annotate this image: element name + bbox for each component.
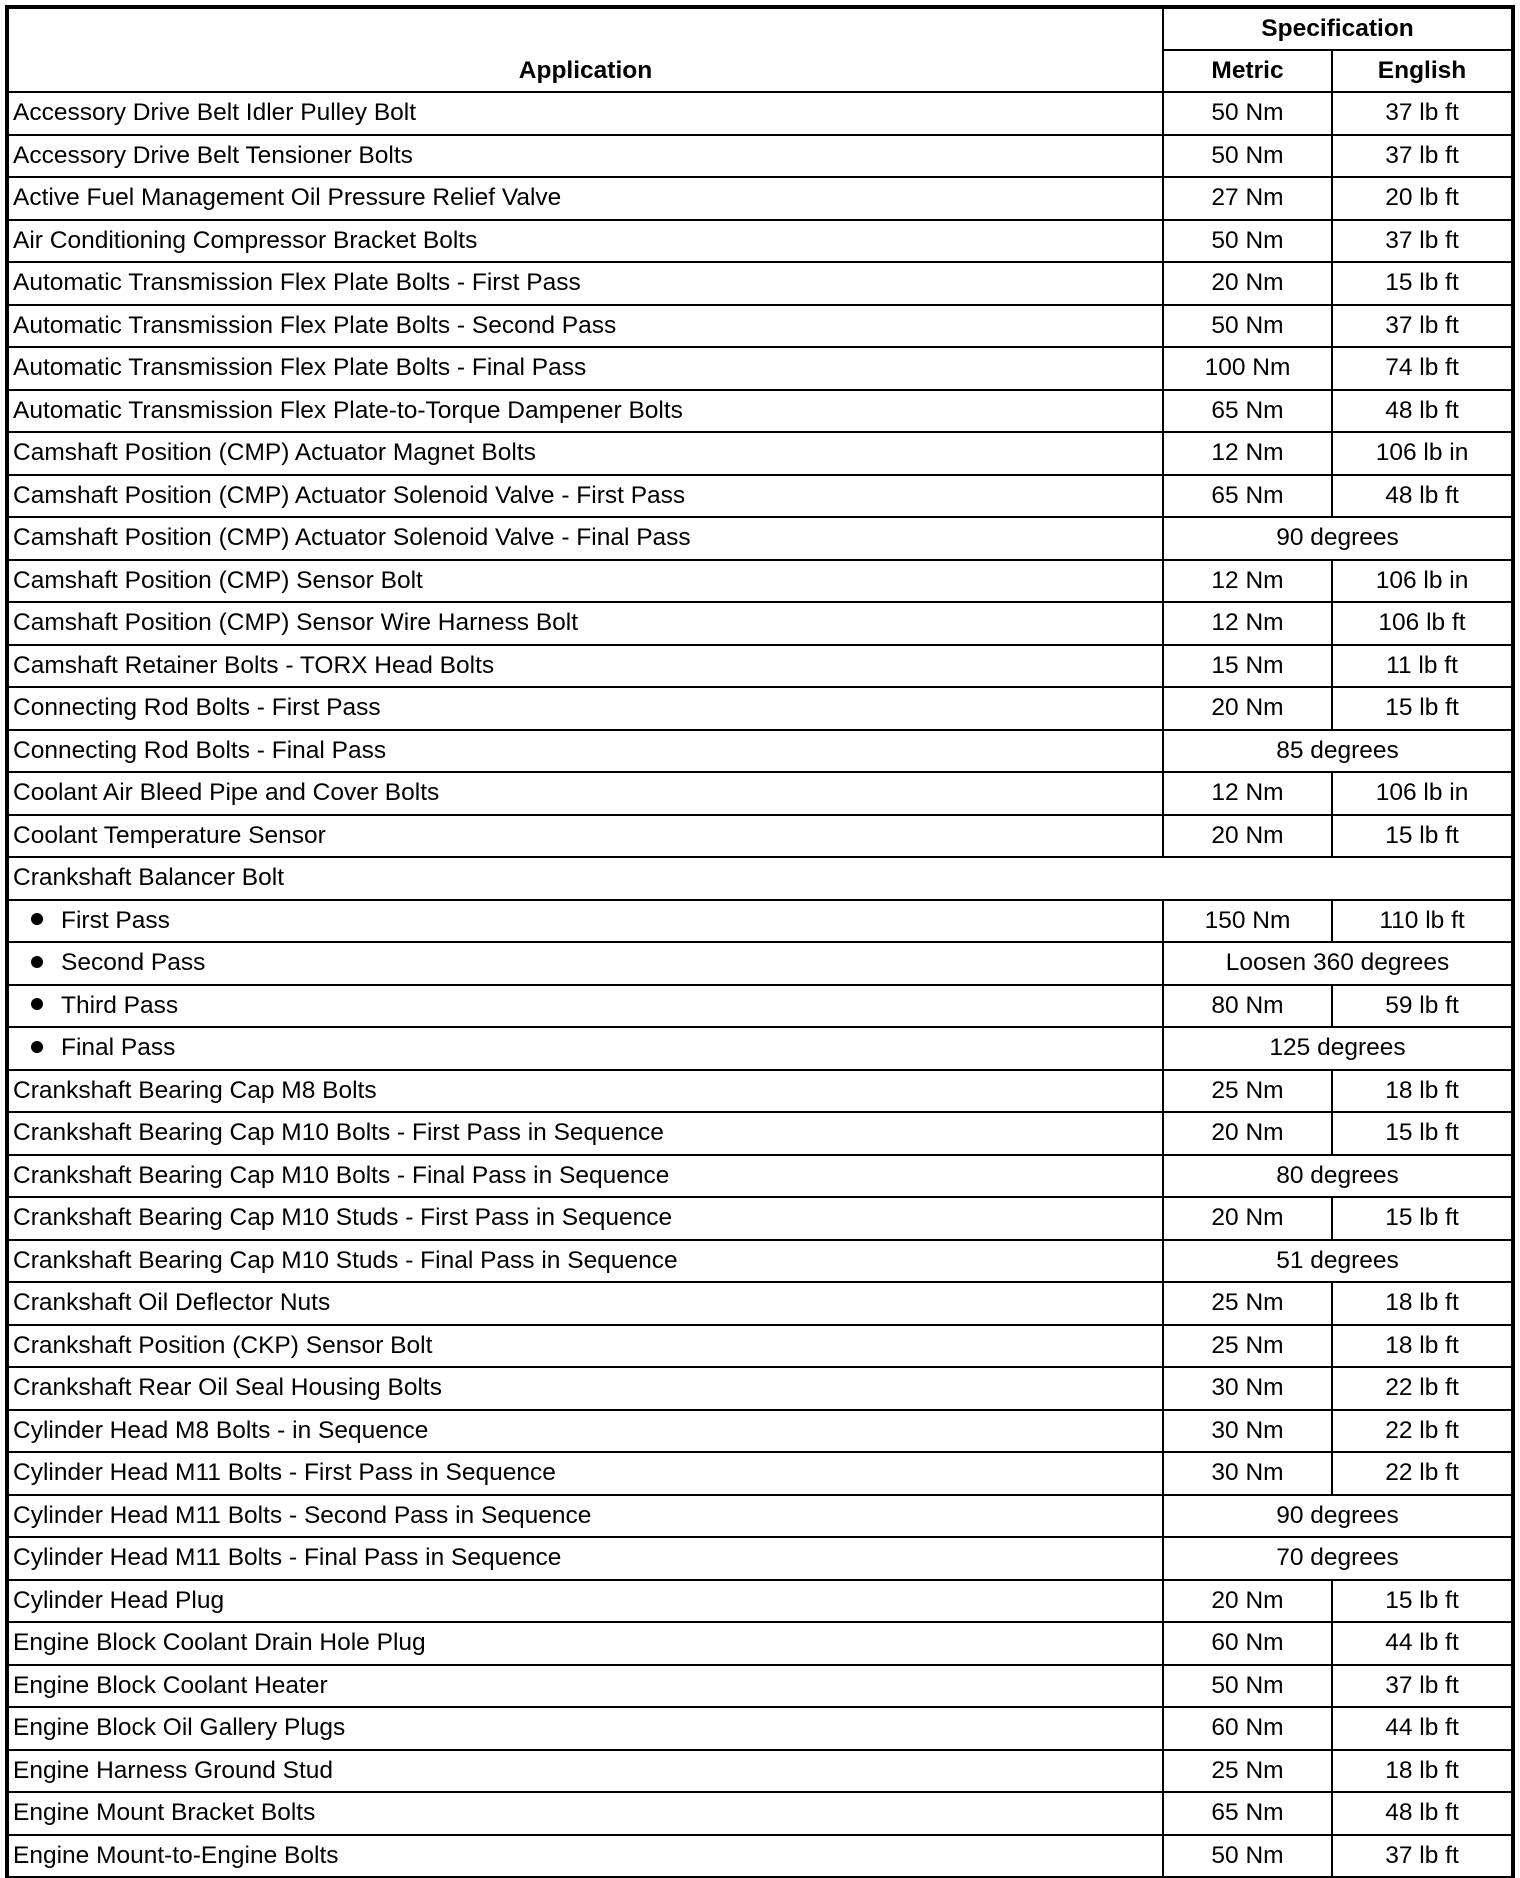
- application-label: Accessory Drive Belt Idler Pulley Bolt: [13, 99, 417, 127]
- table-row: [8, 985, 1512, 1028]
- metric-cell: 60 Nm: [1163, 1622, 1332, 1665]
- table-row: [8, 1792, 1512, 1835]
- application-label: Camshaft Position (CMP) Actuator Solenoid Valve - First Pass: [13, 481, 686, 509]
- table-row: [8, 900, 1512, 943]
- table-row: [8, 1835, 1512, 1878]
- table-row: [8, 1665, 1512, 1708]
- application-label: Crankshaft Bearing Cap M10 Studs - First Pass in Sequence: [13, 1204, 673, 1232]
- application-cell: [8, 135, 1163, 178]
- application-cell: [8, 1835, 1163, 1878]
- application-label: Crankshaft Bearing Cap M10 Studs - Final Pass in Sequence: [13, 1246, 678, 1274]
- english-cell: 20 lb ft: [1332, 177, 1512, 220]
- application-cell: [8, 262, 1163, 305]
- application-label: Engine Block Coolant Heater: [13, 1671, 328, 1699]
- application-label: Connecting Rod Bolts - Final Pass: [13, 736, 387, 764]
- application-label: Engine Harness Ground Stud: [13, 1756, 334, 1784]
- table-row: [8, 1282, 1512, 1325]
- english-cell: 37 lb ft: [1332, 305, 1512, 348]
- metric-cell: 150 Nm: [1163, 900, 1332, 943]
- application-label: Engine Mount Bracket Bolts: [13, 1799, 316, 1827]
- metric-cell: 50 Nm: [1163, 92, 1332, 135]
- application-cell: [8, 1495, 1163, 1538]
- metric-cell: 20 Nm: [1163, 1580, 1332, 1623]
- application-label: Connecting Rod Bolts - First Pass: [13, 694, 381, 722]
- english-cell: 18 lb ft: [1332, 1070, 1512, 1113]
- bullet-icon: [31, 1041, 43, 1053]
- application-cell: [8, 220, 1163, 263]
- metric-cell: 20 Nm: [1163, 815, 1332, 858]
- application-label: Automatic Transmission Flex Plate Bolts - Final Pass: [13, 354, 587, 382]
- bullet-icon: [31, 998, 43, 1010]
- table-body: [8, 92, 1512, 1877]
- application-label: Camshaft Position (CMP) Sensor Bolt: [13, 566, 423, 594]
- table-row: [8, 1027, 1512, 1070]
- table-group-row: [8, 857, 1512, 900]
- application-label: First Pass: [61, 906, 170, 934]
- english-cell: 22 lb ft: [1332, 1410, 1512, 1453]
- application-cell: [8, 305, 1163, 348]
- metric-cell: 12 Nm: [1163, 432, 1332, 475]
- application-cell: [8, 92, 1163, 135]
- english-cell: 106 lb ft: [1332, 602, 1512, 645]
- application-cell: [8, 942, 1163, 985]
- table-row: [8, 475, 1512, 518]
- spec-combined-cell: 80 degrees: [1163, 1155, 1512, 1198]
- application-label: Cylinder Head M11 Bolts - Final Pass in Sequence: [13, 1544, 562, 1572]
- english-cell: 106 lb in: [1332, 772, 1512, 815]
- application-label: Final Pass: [61, 1034, 176, 1062]
- table-header: [8, 8, 1512, 92]
- application-label: Crankshaft Balancer Bolt: [13, 864, 284, 892]
- application-cell: [8, 1282, 1163, 1325]
- english-cell: 110 lb ft: [1332, 900, 1512, 943]
- english-cell: 44 lb ft: [1332, 1622, 1512, 1665]
- application-label: Cylinder Head M11 Bolts - First Pass in Sequence: [13, 1459, 556, 1487]
- metric-cell: 25 Nm: [1163, 1070, 1332, 1113]
- table-row: [8, 390, 1512, 433]
- english-cell: 37 lb ft: [1332, 1665, 1512, 1708]
- application-header: Application: [8, 8, 1163, 92]
- application-cell: [8, 1537, 1163, 1580]
- metric-cell: 20 Nm: [1163, 262, 1332, 305]
- spec-combined-cell: 90 degrees: [1163, 1495, 1512, 1538]
- application-cell: [8, 1070, 1163, 1113]
- metric-cell: 15 Nm: [1163, 645, 1332, 688]
- english-cell: 106 lb in: [1332, 432, 1512, 475]
- metric-cell: 50 Nm: [1163, 135, 1332, 178]
- application-label: Automatic Transmission Flex Plate Bolts - Second Pass: [13, 311, 617, 339]
- metric-cell: 65 Nm: [1163, 1792, 1332, 1835]
- english-cell: 15 lb ft: [1332, 262, 1512, 305]
- table-row: [8, 1325, 1512, 1368]
- application-cell: [8, 857, 1512, 900]
- table-row: [8, 1452, 1512, 1495]
- english-cell: 15 lb ft: [1332, 1580, 1512, 1623]
- table-row: [8, 1750, 1512, 1793]
- metric-cell: 30 Nm: [1163, 1452, 1332, 1495]
- application-cell: [8, 517, 1163, 560]
- application-label: Second Pass: [61, 949, 206, 977]
- metric-cell: 25 Nm: [1163, 1282, 1332, 1325]
- application-label: Automatic Transmission Flex Plate-to-Torque Dampener Bolts: [13, 396, 683, 424]
- table-row: [8, 1537, 1512, 1580]
- torque-spec-table: [7, 7, 1513, 1878]
- application-label: Crankshaft Bearing Cap M10 Bolts - First Pass in Sequence: [13, 1119, 664, 1147]
- english-cell: 15 lb ft: [1332, 1112, 1512, 1155]
- specification-header: Specification: [1163, 8, 1512, 50]
- application-cell: [8, 1027, 1163, 1070]
- table-row: [8, 560, 1512, 603]
- application-label: Active Fuel Management Oil Pressure Relief Valve: [13, 184, 562, 212]
- application-cell: [8, 815, 1163, 858]
- application-label: Crankshaft Bearing Cap M8 Bolts: [13, 1076, 377, 1104]
- application-cell: [8, 687, 1163, 730]
- metric-cell: 80 Nm: [1163, 985, 1332, 1028]
- metric-cell: 65 Nm: [1163, 390, 1332, 433]
- application-cell: [8, 730, 1163, 773]
- english-cell: 15 lb ft: [1332, 687, 1512, 730]
- table-row: [8, 347, 1512, 390]
- application-label: Crankshaft Position (CKP) Sensor Bolt: [13, 1331, 433, 1359]
- metric-cell: 50 Nm: [1163, 305, 1332, 348]
- application-label: Crankshaft Rear Oil Seal Housing Bolts: [13, 1374, 442, 1402]
- english-cell: 37 lb ft: [1332, 92, 1512, 135]
- application-label: Accessory Drive Belt Tensioner Bolts: [13, 141, 413, 169]
- application-cell: [8, 602, 1163, 645]
- application-cell: [8, 1367, 1163, 1410]
- metric-cell: 65 Nm: [1163, 475, 1332, 518]
- application-label: Coolant Air Bleed Pipe and Cover Bolts: [13, 779, 440, 807]
- application-label: Air Conditioning Compressor Bracket Bolts: [13, 226, 478, 254]
- english-cell: 22 lb ft: [1332, 1367, 1512, 1410]
- english-header: English: [1332, 50, 1512, 92]
- table-row: [8, 1367, 1512, 1410]
- application-cell: [8, 1750, 1163, 1793]
- metric-cell: 12 Nm: [1163, 772, 1332, 815]
- application-label: Engine Block Coolant Drain Hole Plug: [13, 1629, 426, 1657]
- application-cell: [8, 772, 1163, 815]
- table-row: [8, 1580, 1512, 1623]
- metric-cell: 25 Nm: [1163, 1750, 1332, 1793]
- application-cell: [8, 1707, 1163, 1750]
- application-label: Camshaft Position (CMP) Actuator Magnet Bolts: [13, 439, 536, 467]
- table-row: [8, 1495, 1512, 1538]
- english-cell: 48 lb ft: [1332, 475, 1512, 518]
- table-row: [8, 1112, 1512, 1155]
- table-row: [8, 1197, 1512, 1240]
- metric-cell: 50 Nm: [1163, 220, 1332, 263]
- metric-cell: 20 Nm: [1163, 1197, 1332, 1240]
- english-cell: 18 lb ft: [1332, 1282, 1512, 1325]
- application-cell: [8, 985, 1163, 1028]
- metric-header: Metric: [1163, 50, 1332, 92]
- application-cell: [8, 432, 1163, 475]
- spec-combined-cell: Loosen 360 degrees: [1163, 942, 1512, 985]
- table-row: [8, 135, 1512, 178]
- table-row: [8, 305, 1512, 348]
- table-row: [8, 687, 1512, 730]
- application-cell: [8, 645, 1163, 688]
- english-cell: 37 lb ft: [1332, 135, 1512, 178]
- table-row: [8, 177, 1512, 220]
- english-cell: 18 lb ft: [1332, 1750, 1512, 1793]
- bullet-icon: [31, 956, 43, 968]
- application-cell: [8, 1197, 1163, 1240]
- application-label: Camshaft Retainer Bolts - TORX Head Bolts: [13, 651, 495, 679]
- table-row: [8, 942, 1512, 985]
- application-cell: [8, 1410, 1163, 1453]
- application-label: Cylinder Head M8 Bolts - in Sequence: [13, 1416, 429, 1444]
- english-cell: 59 lb ft: [1332, 985, 1512, 1028]
- application-cell: [8, 475, 1163, 518]
- application-label: Cylinder Head Plug: [13, 1586, 225, 1614]
- application-cell: [8, 560, 1163, 603]
- application-label: Engine Mount-to-Engine Bolts: [13, 1841, 339, 1869]
- spec-combined-cell: 85 degrees: [1163, 730, 1512, 773]
- application-cell: [8, 1155, 1163, 1198]
- metric-cell: 30 Nm: [1163, 1410, 1332, 1453]
- metric-cell: 20 Nm: [1163, 687, 1332, 730]
- application-label: Camshaft Position (CMP) Sensor Wire Harness Bolt: [13, 609, 579, 637]
- table-row: [8, 1707, 1512, 1750]
- application-cell: [8, 1665, 1163, 1708]
- english-cell: 37 lb ft: [1332, 220, 1512, 263]
- table-row: [8, 645, 1512, 688]
- table-row: [8, 1240, 1512, 1283]
- english-cell: 18 lb ft: [1332, 1325, 1512, 1368]
- application-label: Crankshaft Bearing Cap M10 Bolts - Final Pass in Sequence: [13, 1161, 670, 1189]
- metric-cell: 60 Nm: [1163, 1707, 1332, 1750]
- english-cell: 37 lb ft: [1332, 1835, 1512, 1878]
- table-row: [8, 1070, 1512, 1113]
- application-label: Cylinder Head M11 Bolts - Second Pass in Sequence: [13, 1501, 592, 1529]
- spec-combined-cell: 70 degrees: [1163, 1537, 1512, 1580]
- application-cell: [8, 1580, 1163, 1623]
- table-row: [8, 262, 1512, 305]
- application-cell: [8, 900, 1163, 943]
- english-cell: 48 lb ft: [1332, 1792, 1512, 1835]
- application-cell: [8, 1452, 1163, 1495]
- english-cell: 15 lb ft: [1332, 815, 1512, 858]
- bullet-icon: [31, 913, 43, 925]
- english-cell: 74 lb ft: [1332, 347, 1512, 390]
- application-label: Coolant Temperature Sensor: [13, 821, 326, 849]
- table-row: [8, 1410, 1512, 1453]
- application-label: Camshaft Position (CMP) Actuator Solenoid Valve - Final Pass: [13, 524, 691, 552]
- table-row: [8, 517, 1512, 560]
- table-row: [8, 602, 1512, 645]
- english-cell: 106 lb in: [1332, 560, 1512, 603]
- metric-cell: 50 Nm: [1163, 1835, 1332, 1878]
- metric-cell: 50 Nm: [1163, 1665, 1332, 1708]
- application-label: Third Pass: [61, 991, 179, 1019]
- application-cell: [8, 1622, 1163, 1665]
- english-cell: 48 lb ft: [1332, 390, 1512, 433]
- metric-cell: 100 Nm: [1163, 347, 1332, 390]
- english-cell: 22 lb ft: [1332, 1452, 1512, 1495]
- spec-combined-cell: 90 degrees: [1163, 517, 1512, 560]
- metric-cell: 20 Nm: [1163, 1112, 1332, 1155]
- application-cell: [8, 1240, 1163, 1283]
- application-cell: [8, 1792, 1163, 1835]
- application-cell: [8, 177, 1163, 220]
- english-cell: 44 lb ft: [1332, 1707, 1512, 1750]
- english-cell: 11 lb ft: [1332, 645, 1512, 688]
- table-row: [8, 92, 1512, 135]
- table-row: [8, 772, 1512, 815]
- application-label: Automatic Transmission Flex Plate Bolts - First Pass: [13, 269, 581, 297]
- table-row: [8, 730, 1512, 773]
- application-cell: [8, 347, 1163, 390]
- table-row: [8, 432, 1512, 475]
- application-cell: [8, 1325, 1163, 1368]
- spec-combined-cell: 51 degrees: [1163, 1240, 1512, 1283]
- application-label: Engine Block Oil Gallery Plugs: [13, 1714, 346, 1742]
- application-cell: [8, 390, 1163, 433]
- table-row: [8, 1155, 1512, 1198]
- metric-cell: 27 Nm: [1163, 177, 1332, 220]
- application-label: Crankshaft Oil Deflector Nuts: [13, 1289, 331, 1317]
- spec-combined-cell: 125 degrees: [1163, 1027, 1512, 1070]
- metric-cell: 30 Nm: [1163, 1367, 1332, 1410]
- metric-cell: 12 Nm: [1163, 602, 1332, 645]
- metric-cell: 12 Nm: [1163, 560, 1332, 603]
- metric-cell: 25 Nm: [1163, 1325, 1332, 1368]
- application-cell: [8, 1112, 1163, 1155]
- table-row: [8, 1622, 1512, 1665]
- english-cell: 15 lb ft: [1332, 1197, 1512, 1240]
- table-row: [8, 815, 1512, 858]
- table-row: [8, 220, 1512, 263]
